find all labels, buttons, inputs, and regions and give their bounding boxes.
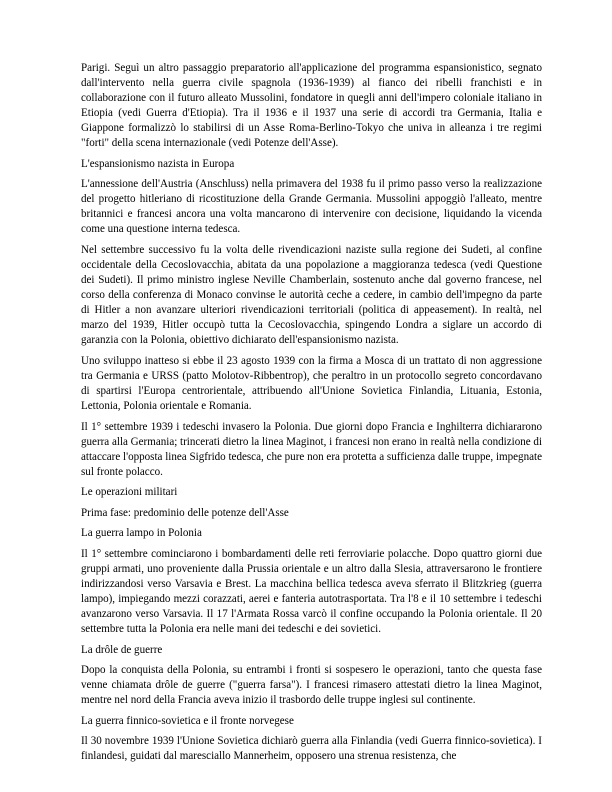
paragraph-blitzkrieg: Il 1° settembre cominciarono i bombardamenti delle reti ferroviarie polacche. Dopo quattro giorni due gruppi armati, uno proveniente dalla Prussia orientale e un altro dalla Slesia, attraversarono le frontiere indirizzandosi verso Varsavia e Brest. La macchina bellica tedesca aveva sferrato il Blitzkrieg (guerra lampo), impiegando mezzi corazzati, aerei e fanteria autotrasportata. Tra l'8 e il 10 settembre i tedeschi avanzarono verso Varsavia. Il 17 l'Armata Rossa varcò il confine occupando la Polonia orientale. Il 20 settembre tutta la Polonia era nelle mani dei tedeschi e dei sovietici.	[81, 547, 542, 636]
section-heading-espansionismo: L'espansionismo nazista in Europa	[81, 157, 235, 170]
paragraph-finlandia: Il 30 novembre 1939 l'Unione Sovietica dichiarò guerra alla Finlandia (vedi Guerra finnico-sovietica). I finlandesi, guidati dal maresciallo Mannerheim, opposero una strenua resistenza, che	[81, 735, 542, 763]
section-heading-guerra-lampo: La guerra lampo in Polonia	[81, 527, 202, 540]
paragraph-invasione-polonia: Il 1° settembre 1939 i tedeschi invasero la Polonia. Due giorni dopo Francia e Inghilterra dichiararono guerra alla Germania; trincerati dietro la linea Maginot, i francesi non erano in realtà nella condizione di attaccare l'opposta linea Sigfrido tedesca, che pure non era protetta a sufficienza dalle truppe, impegnate sul fronte polacco.	[81, 420, 543, 478]
section-heading-drole-de-guerre: La drôle de guerre	[81, 643, 163, 656]
section-heading-operazioni-militari: Le operazioni militari	[81, 486, 178, 499]
paragraph-asse-roma-berlino-tokyo: Parigi. Seguì un altro passaggio preparatorio all'applicazione del programma espansionistico, segnato dall'intervento nella guerra civile spagnola (1936-1939) al fianco dei ribelli franchisti e in collaborazione con il futuro alleato Mussolini, fondatore in quegli anni dell'impero coloniale italiano in Etiopia (vedi Guerra d'Etiopia). Tra il 1936 e il 1937 una serie di accordi tra Germania, Italia e Giappone formalizzò lo stabilirsi di un Asse Roma-Berlino-Tokyo che univa in alleanza i tre regimi "forti" della scena internazionale (vedi Potenze dell'Asse).	[81, 62, 542, 150]
paragraph-sudeti: Nel settembre successivo fu la volta delle rivendicazioni naziste sulla regione dei Sudeti, al confine occidentale della Cecoslovacchia, abitata da una popolazione a maggioranza tedesca (vedi Questione dei Sudeti). Il primo ministro inglese Neville Chamberlain, sostenuto anche dal governo francese, nel corso della conferenza di Monaco convinse le autorità ceche a cedere, in cambio dell'impegno da parte di Hitler a non avanzare ulteriori rivendicazioni territoriali (politica di appeasement). In realtà, nel marzo del 1939, Hitler occupò tutta la Cecoslovacchia, spingendo Londra a siglare un accordo di garanzia con la Polonia, obiettivo dichiarato dell'espansionismo nazista.	[81, 244, 542, 347]
section-heading-guerra-finnico-sovietica: La guerra finnico-sovietica e il fronte norvegese	[81, 714, 294, 727]
section-heading-prima-fase: Prima fase: predominio delle potenze dell'Asse	[81, 506, 289, 519]
paragraph-guerra-farsa: Dopo la conquista della Polonia, su entrambi i fronti si sospesero le operazioni, tanto che questa fase venne chiamata drôle de guerre ("guerra farsa"). I francesi rimasero attestati dietro la linea Maginot, mentre nel nord della Francia aveva inizio il trasbordo delle truppe inglesi sul continente.	[81, 664, 542, 707]
paragraph-patto-molotov-ribbentrop: Uno sviluppo inatteso si ebbe il 23 agosto 1939 con la firma a Mosca di un trattato di non aggressione tra Germania e URSS (patto Molotov-Ribbentrop), che peraltro in un protocollo segreto concordavano di spartirsi l'Europa centrorientale, attribuendo all'Unione Sovietica Finlandia, Lituania, Estonia, Lettonia, Polonia orientale e Romania.	[81, 354, 542, 412]
paragraph-anschluss: L'annessione dell'Austria (Anschluss) nella primavera del 1938 fu il primo passo verso la realizzazione del progetto hitleriano di ricostituzione della Grande Germania. Mussolini appoggiò l'alleato, mentre britannici e francesi ancora una volta mancarono di intervenire con decisione, liquidando la vicenda come una questione interna tedesca.	[81, 178, 542, 236]
